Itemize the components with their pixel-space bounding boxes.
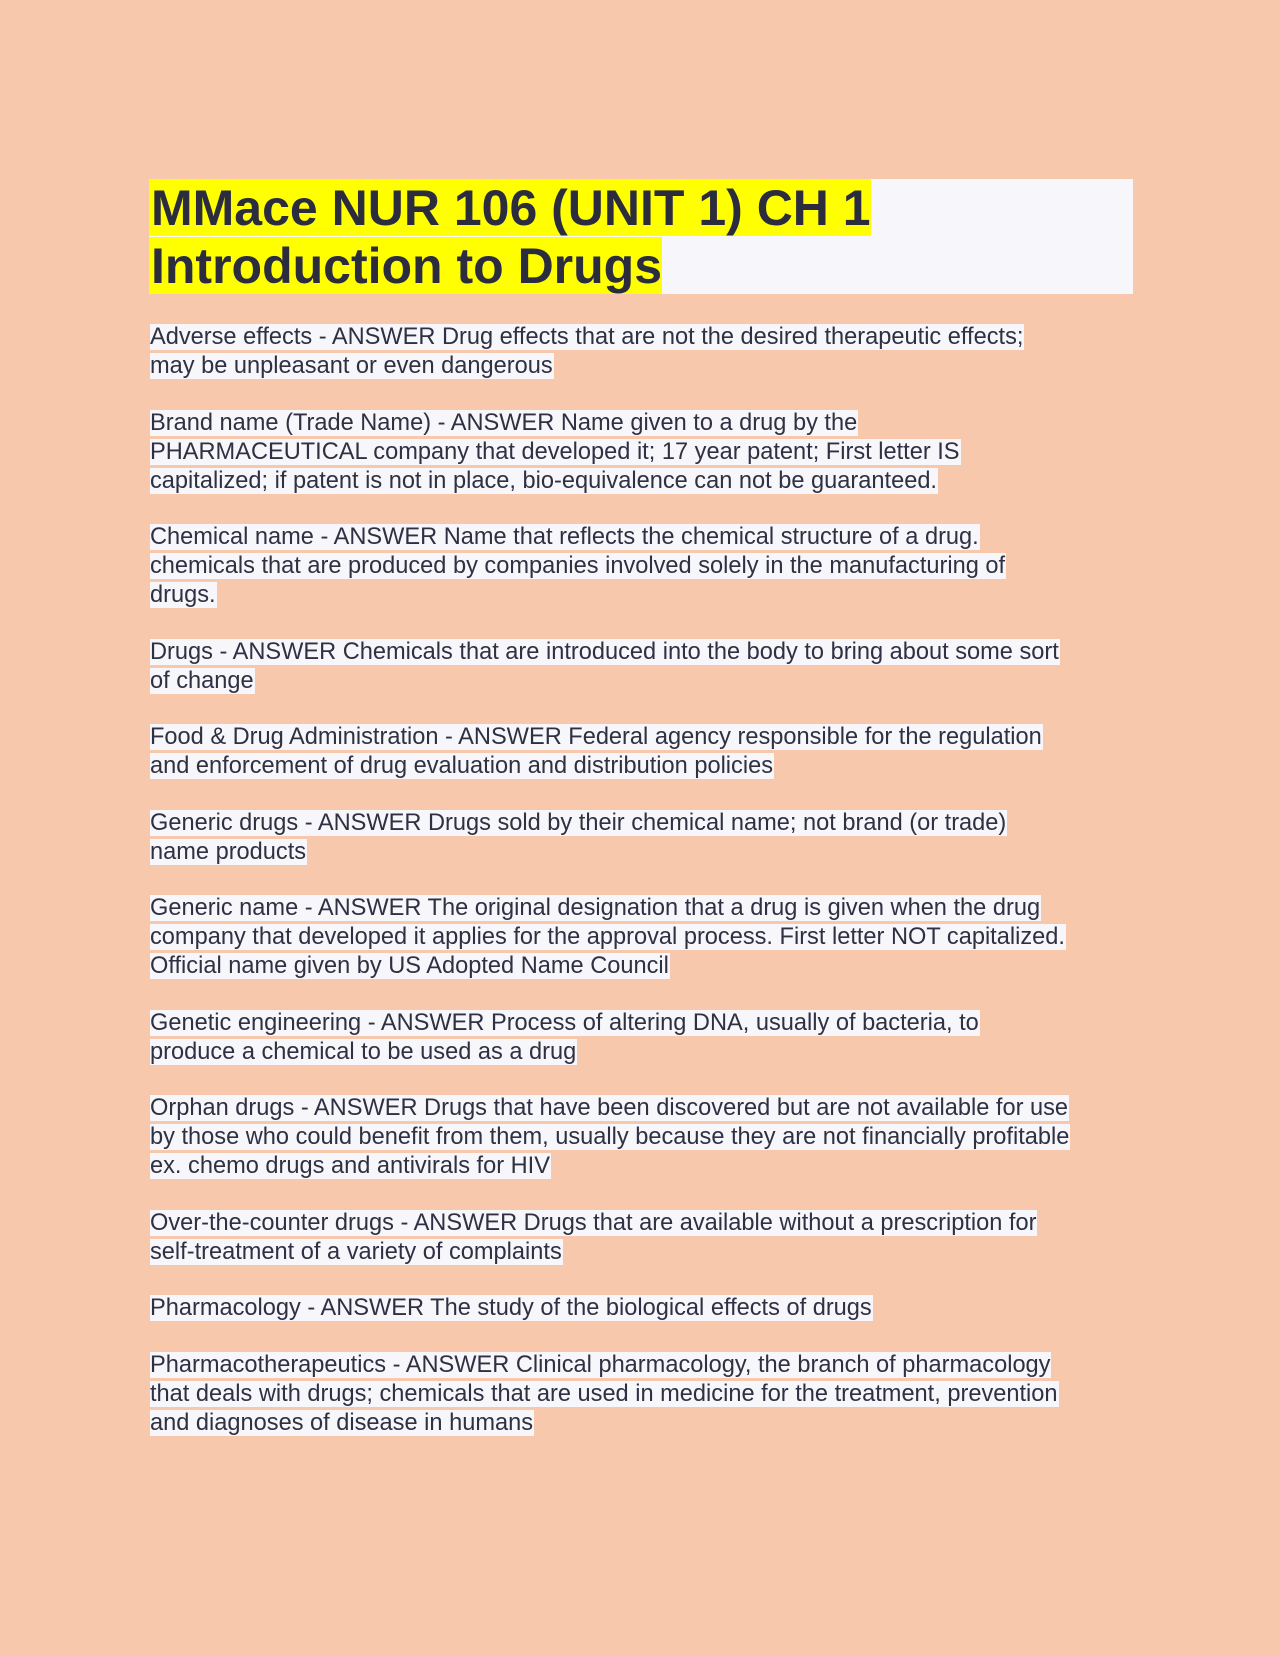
entry-line-text: and enforcement of drug evaluation and distribution policies: [150, 753, 774, 779]
entry-line-text: Food & Drug Administration - ANSWER Federal agency responsible for the regulation: [150, 724, 1042, 750]
entry-line-text: Chemical name - ANSWER Name that reflects the chemical structure of a drug.: [150, 524, 979, 550]
entry-line: [150, 352, 1140, 381]
glossary-entry: [150, 523, 1140, 610]
glossary-entry: [150, 638, 1140, 696]
entry-line: [150, 923, 1140, 952]
entry-line: [150, 409, 1140, 438]
entry-line: [150, 467, 1140, 496]
entry-line: [150, 952, 1140, 981]
entry-line: [150, 838, 1140, 867]
glossary-entry: [150, 1009, 1140, 1067]
entry-line: [150, 723, 1140, 752]
glossary-entry: [150, 1294, 1140, 1323]
entry-line-text: and diagnoses of disease in humans: [150, 1409, 534, 1436]
entry-line-text: chemicals that are produced by companies involved solely in the manufacturing of: [150, 553, 1006, 579]
title-line-2: Introduction to Drugs: [151, 238, 663, 294]
entry-line: [150, 1152, 1140, 1181]
entry-line-text: PHARMACEUTICAL company that developed it; 17 year patent; First letter IS: [150, 438, 960, 465]
glossary-entry: [150, 409, 1140, 496]
entry-line: [150, 552, 1140, 581]
entry-line-text: Drugs - ANSWER Chemicals that are introduced into the body to bring about some sort: [150, 638, 1059, 665]
entry-line-text: Genetic engineering - ANSWER Process of altering DNA, usually of bacteria, to: [150, 1009, 979, 1036]
entry-line: [150, 523, 1140, 552]
entry-line-text: Pharmacotherapeutics - ANSWER Clinical pharmacology, the branch of pharmacology: [150, 1351, 1051, 1378]
entry-line: [150, 752, 1140, 781]
entry-line: [150, 1351, 1140, 1380]
entry-line-text: produce a chemical to be used as a drug: [150, 1038, 577, 1065]
glossary-entry: [150, 1094, 1140, 1181]
entry-line-text: Generic name - ANSWER The original designation that a drug is given when the drug: [150, 895, 1041, 921]
entry-line: [150, 581, 1140, 610]
entry-line-text: Orphan drugs - ANSWER Drugs that have been discovered but are not available for use: [150, 1095, 1069, 1121]
entry-line-text: that deals with drugs; chemicals that are used in medicine for the treatment, prevention: [150, 1380, 1058, 1407]
entry-line: [150, 809, 1140, 838]
glossary-entry: [150, 1209, 1140, 1267]
entry-line: [150, 1009, 1140, 1038]
entry-line: [150, 1038, 1140, 1067]
entry-line-text: Official name given by US Adopted Name Council: [150, 953, 669, 979]
entry-line-text: ex. chemo drugs and antivirals for HIV: [150, 1153, 550, 1179]
entry-line: [150, 1238, 1140, 1267]
document-title: [149, 179, 1133, 294]
entry-line: [150, 1094, 1140, 1123]
entry-line-text: drugs.: [150, 582, 216, 608]
entry-line-text: Generic drugs - ANSWER Drugs sold by their chemical name; not brand (or trade): [150, 809, 1007, 836]
entry-line-text: self-treatment of a variety of complaints: [150, 1238, 562, 1265]
entry-line: [150, 1294, 1140, 1323]
entry-line: [150, 1409, 1140, 1438]
entry-line: [150, 638, 1140, 667]
glossary-entry: [150, 894, 1140, 981]
title-line-1: MMace NUR 106 (UNIT 1) CH 1: [151, 180, 871, 236]
entry-line-text: capitalized; if patent is not in place, bio-equivalence can not be guaranteed.: [150, 467, 937, 494]
glossary-entry: [150, 323, 1140, 381]
entry-line-text: Over-the-counter drugs - ANSWER Drugs that are available without a prescription for: [150, 1209, 1037, 1236]
entry-line: [150, 323, 1140, 352]
entry-line-text: company that developed it applies for the approval process. First letter NOT capitalized.: [150, 924, 1065, 950]
entry-line-text: of change: [150, 667, 254, 694]
entry-line-text: may be unpleasant or even dangerous: [150, 353, 553, 379]
entry-line-text: name products: [150, 838, 307, 865]
entry-line: [150, 894, 1140, 923]
entry-line: [150, 1209, 1140, 1238]
glossary-entry: [150, 1351, 1140, 1438]
entry-line: [150, 438, 1140, 467]
glossary-entry: [150, 723, 1140, 781]
entry-line: [150, 1380, 1140, 1409]
entry-line-text: Pharmacology - ANSWER The study of the biological effects of drugs: [150, 1295, 872, 1321]
entry-line: [150, 1123, 1140, 1152]
entry-line: [150, 667, 1140, 696]
glossary-entries: [150, 323, 1140, 1465]
entry-line-text: Brand name (Trade Name) - ANSWER Name given to a drug by the: [150, 409, 858, 436]
entry-line-text: by those who could benefit from them, usually because they are not financially profitable: [150, 1124, 1070, 1150]
glossary-entry: [150, 809, 1140, 867]
entry-line-text: Adverse effects - ANSWER Drug effects that are not the desired therapeutic effects;: [150, 324, 1024, 350]
